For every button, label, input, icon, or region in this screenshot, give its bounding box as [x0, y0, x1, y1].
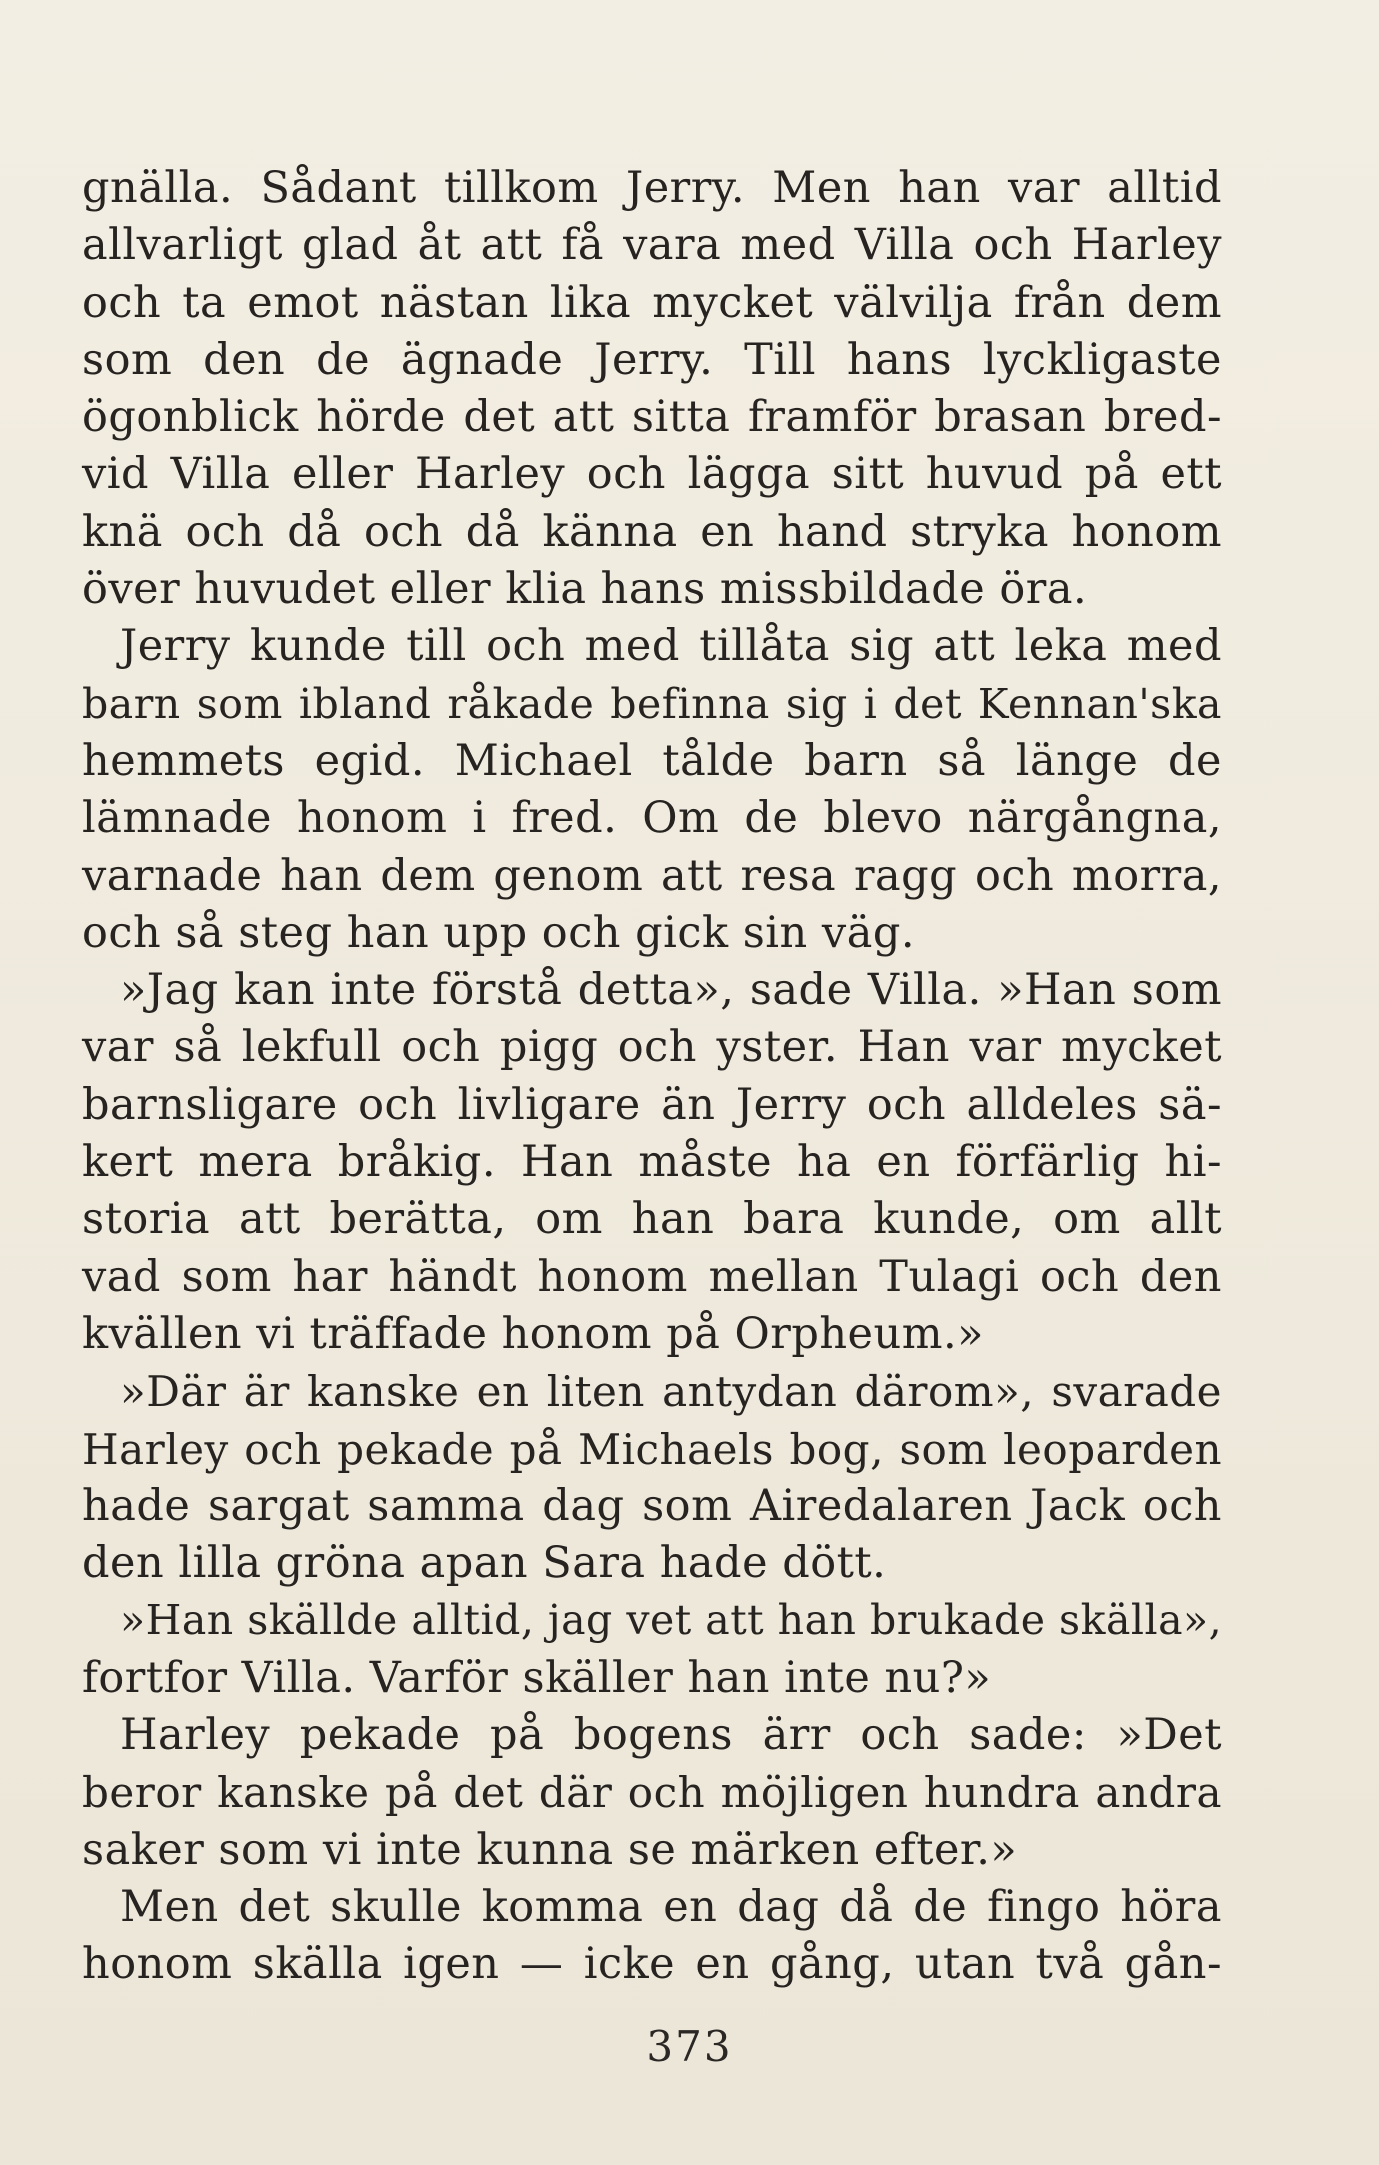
text-line: och ta emot nästan lika mycket välvilja från dem [82, 277, 1222, 328]
text-line: barn som ibland råkade befinna sig i det Kennan'ska [82, 679, 1222, 728]
body-text [82, 160, 1222, 1994]
text-line: lämnade honom i fred. Om de blevo närgångna, [82, 793, 1222, 844]
text-line: vad som har händt honom mellan Tulagi och den [82, 1251, 1222, 1302]
text-line: fortfor Villa. Varför skäller han inte nu?» [82, 1652, 992, 1703]
text-line: barnsligare och livligare än Jerry och alldeles sä- [82, 1079, 1222, 1130]
text-line: vid Villa eller Harley och lägga sitt huvud på ett [82, 449, 1222, 500]
paragraph [82, 618, 1222, 962]
paragraph [82, 1879, 1222, 1994]
text-line: Jerry kunde till och med tillåta sig att leka med [120, 621, 1222, 672]
text-line: allvarligt glad åt att få vara med Villa och Harley [82, 220, 1222, 271]
text-line: Harley och pekade på Michaels bog, som leoparden [82, 1424, 1222, 1474]
paragraph [82, 160, 1222, 618]
text-line: hade sargat samma dag som Airedalaren Jack och [82, 1480, 1222, 1531]
text-line: kert mera bråkig. Han måste ha en förfärlig hi- [82, 1137, 1222, 1188]
text-line: beror kanske på det där och möjligen hundra andra [82, 1768, 1222, 1818]
text-line: »Där är kanske en liten antydan därom», svarade [120, 1367, 1222, 1417]
text-line: var så lekfull och pigg och yster. Han var mycket [82, 1022, 1222, 1073]
text-line: »Jag kan inte förstå detta», sade Villa. »Han som [120, 965, 1222, 1016]
paragraph [82, 1592, 1222, 1707]
text-line: hemmets egid. Michael tålde barn så länge de [82, 735, 1222, 786]
paragraph [82, 1707, 1222, 1879]
text-line: storia att berätta, om han bara kunde, om allt [82, 1194, 1222, 1245]
text-line: »Han skällde alltid, jag vet att han brukade skälla», [120, 1596, 1223, 1645]
paragraph [82, 962, 1222, 1363]
text-line: saker som vi inte kunna se märken efter.» [82, 1824, 1018, 1875]
page-number: 373 [646, 2022, 733, 2071]
text-line: och så steg han upp och gick sin väg. [82, 907, 916, 958]
text-line: ögonblick hörde det att sitta framför brasan bred- [82, 392, 1222, 443]
text-line: knä och då och då känna en hand stryka honom [82, 506, 1222, 557]
text-line: över huvudet eller klia hans missbildade öra. [82, 564, 1088, 615]
text-line: honom skälla igen — icke en gång, utan två gån- [82, 1939, 1222, 1990]
paragraph [82, 1363, 1222, 1592]
text-line: varnade han dem genom att resa ragg och morra, [82, 850, 1222, 901]
text-line: gnälla. Sådant tillkom Jerry. Men han var alltid [82, 163, 1222, 213]
text-line: den lilla gröna apan Sara hade dött. [82, 1538, 887, 1589]
text-line: som den de ägnade Jerry. Till hans lyckligaste [82, 334, 1222, 385]
text-line: kvällen vi träffade honom på Orpheum.» [82, 1308, 984, 1359]
text-line: Harley pekade på bogens ärr och sade: »Det [120, 1710, 1222, 1761]
text-line: Men det skulle komma en dag då de fingo höra [120, 1881, 1222, 1932]
